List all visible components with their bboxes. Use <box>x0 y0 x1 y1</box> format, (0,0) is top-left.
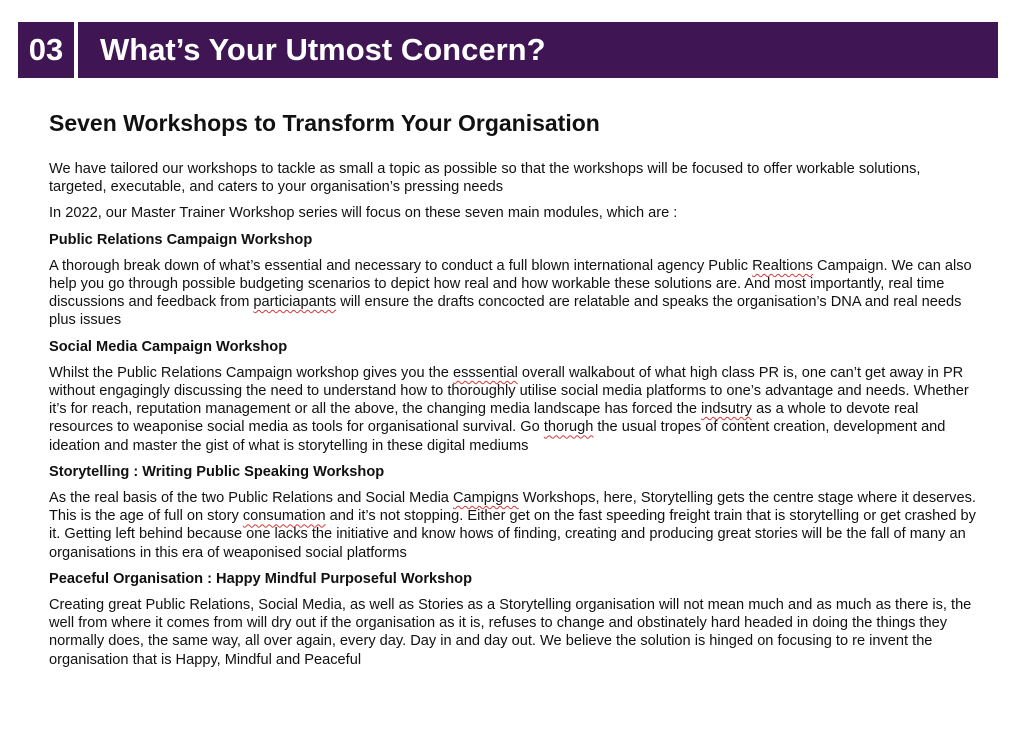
text-segment: Creating great Public Relations, Social Media, as well as Stories as a Storytelling organisation will not mean much and as much as there is, the well from where it comes from will dry out if the organisation as it is, refuses to change and obstinately hard headed in doing the things they normally does, the same way, all over again, every day. Day in and day out. We believe the solution is hinged on focusing to re invent the organisation that is Happy, Mindful and Peaceful <box>49 597 972 668</box>
misspelled-word[interactable]: particiapants <box>253 294 337 311</box>
module-body-social-media <box>49 364 979 455</box>
misspelled-word[interactable]: consumation <box>242 508 326 525</box>
document-body <box>49 108 979 677</box>
misspelled-word[interactable]: thorugh <box>543 419 594 436</box>
module-body-pr-campaign <box>49 257 979 330</box>
misspelled-word[interactable]: Realtions <box>752 257 813 274</box>
text-segment: overall walkabout of what high class PR is, one can’t get away in PR without engagingly discussing the need to understand how to thoroughly utilise social media platforms to one’s advantage and needs. Whether it’s for reach, reputation management or all the above, the changing media landscape has forced the <box>49 364 969 418</box>
module-heading-social-media: Social Media Campaign Workshop <box>49 338 288 355</box>
text-segment: as a whole to devote real resources to weaponise social media as tools for organisational survival. Go <box>49 401 919 436</box>
text-segment: Workshops, here, Storytelling gets the centre stage where it deserves. This is the age of full on story <box>49 490 976 525</box>
module-heading-peaceful-org: Peaceful Organisation : Happy Mindful Purposeful Workshop <box>49 570 472 587</box>
intro-paragraph-2: In 2022, our Master Trainer Workshop series will focus on these seven main modules, which are : <box>49 205 678 222</box>
header-title-box <box>78 22 998 78</box>
text-segment: As the real basis of the two Public Relations and Social Media <box>49 490 453 507</box>
section-title: What’s Your Utmost Concern? <box>100 32 546 67</box>
text-segment: the usual tropes of content creation, development and ideation and master the gist of what is storytelling in these digital mediums <box>49 419 946 454</box>
module-body-peaceful-org <box>49 596 979 669</box>
document-title: Seven Workshops to Transform Your Organisation <box>49 110 600 136</box>
misspelled-word[interactable]: Campigns <box>452 490 519 507</box>
section-number: 03 <box>18 22 74 78</box>
misspelled-word[interactable]: esssential <box>452 364 518 381</box>
module-heading-storytelling: Storytelling : Writing Public Speaking Workshop <box>49 463 385 480</box>
module-body-storytelling <box>49 489 979 562</box>
text-segment: will ensure the drafts concocted are relatable and speaks the organisation’s DNA and real needs plus issues <box>49 294 962 329</box>
text-segment: A thorough break down of what’s essential and necessary to conduct a full blown international agency Public <box>49 257 753 274</box>
intro-paragraph-1: We have tailored our workshops to tackle as small a topic as possible so that the workshops will be focused to offer workable solutions, targeted, executable, and caters to your organisation’s pressing needs <box>49 161 921 196</box>
text-segment: Campaign. We can also help you go through possible budgeting scenarios to depict how real and how workable these solutions are. And most importantly, real time discussions and feedback from <box>49 257 972 311</box>
misspelled-word[interactable]: indsutry <box>701 401 753 418</box>
text-segment: and it’s not stopping. Either get on the fast speeding freight train that is storytelling or get crashed by it. Getting left behind because one lacks the initiative and know hows of finding, creating and producing great stories will be the fall of many an organisations in this era of weaponised social platforms <box>49 508 976 561</box>
text-segment: Whilst the Public Relations Campaign workshop gives you the <box>49 364 453 381</box>
module-heading-pr-campaign: Public Relations Campaign Workshop <box>49 231 313 248</box>
section-header-bar <box>18 22 998 78</box>
